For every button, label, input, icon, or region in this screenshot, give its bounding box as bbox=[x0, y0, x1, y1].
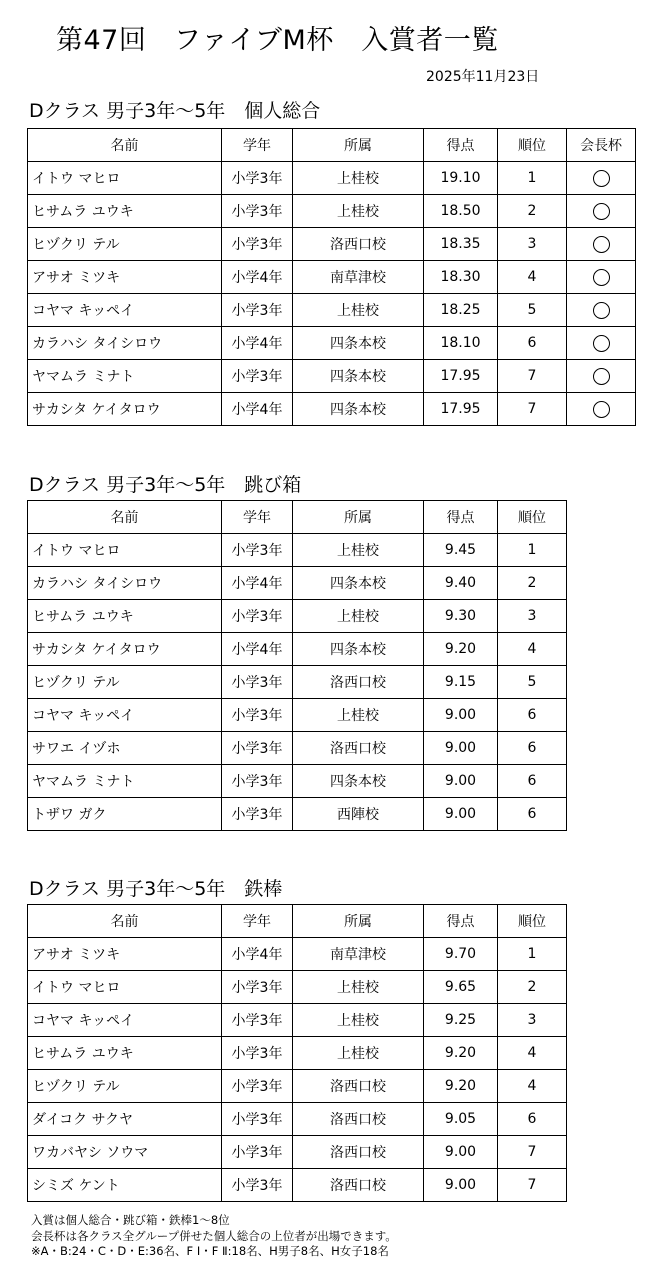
circle-mark-icon bbox=[593, 302, 610, 319]
table-row bbox=[28, 195, 636, 228]
rank-cell: 7 bbox=[498, 1136, 567, 1169]
grade-cell: 小学4年 bbox=[222, 633, 293, 666]
score-cell: 9.65 bbox=[424, 971, 498, 1004]
score-cell: 9.00 bbox=[424, 1169, 498, 1202]
school-cell: 上桂校 bbox=[293, 600, 424, 633]
rank-cell: 4 bbox=[498, 633, 567, 666]
score-cell: 9.00 bbox=[424, 1136, 498, 1169]
cup-cell bbox=[567, 360, 636, 393]
circle-mark-icon bbox=[593, 401, 610, 418]
grade-cell: 小学3年 bbox=[222, 699, 293, 732]
score-cell: 9.00 bbox=[424, 765, 498, 798]
table-row bbox=[28, 798, 567, 831]
name-cell: ヒヅクリ テル bbox=[28, 1070, 222, 1103]
table-row bbox=[28, 1037, 567, 1070]
table-row bbox=[28, 1004, 567, 1037]
name-cell: シミズ ケント bbox=[28, 1169, 222, 1202]
footnotes bbox=[31, 1213, 397, 1260]
name-cell: ワカバヤシ ソウマ bbox=[28, 1136, 222, 1169]
name-cell: ヒヅクリ テル bbox=[28, 228, 222, 261]
rank-cell: 6 bbox=[498, 327, 567, 360]
header-grade: 学年 bbox=[222, 501, 293, 534]
rank-cell: 6 bbox=[498, 765, 567, 798]
rank-cell: 3 bbox=[498, 228, 567, 261]
footnote-line: 入賞は個人総合・跳び箱・鉄棒1～8位 bbox=[31, 1213, 230, 1227]
rank-cell: 1 bbox=[498, 938, 567, 971]
score-cell: 9.70 bbox=[424, 938, 498, 971]
school-cell: 西陣校 bbox=[293, 798, 424, 831]
rank-cell: 5 bbox=[498, 294, 567, 327]
name-cell: コヤマ キッペイ bbox=[28, 294, 222, 327]
circle-mark-icon bbox=[593, 269, 610, 286]
grade-cell: 小学3年 bbox=[222, 1004, 293, 1037]
school-cell: 南草津校 bbox=[293, 261, 424, 294]
circle-mark-icon bbox=[593, 170, 610, 187]
name-cell: イトウ マヒロ bbox=[28, 971, 222, 1004]
table-row bbox=[28, 567, 567, 600]
score-cell: 9.05 bbox=[424, 1103, 498, 1136]
grade-cell: 小学3年 bbox=[222, 798, 293, 831]
table-row bbox=[28, 261, 636, 294]
rank-cell: 3 bbox=[498, 1004, 567, 1037]
grade-cell: 小学3年 bbox=[222, 360, 293, 393]
name-cell: アサオ ミツキ bbox=[28, 261, 222, 294]
grade-cell: 小学3年 bbox=[222, 666, 293, 699]
score-cell: 18.30 bbox=[424, 261, 498, 294]
grade-cell: 小学3年 bbox=[222, 534, 293, 567]
name-cell: ヒヅクリ テル bbox=[28, 666, 222, 699]
header-rank: 順位 bbox=[498, 129, 567, 162]
table-row bbox=[28, 699, 567, 732]
score-cell: 9.15 bbox=[424, 666, 498, 699]
score-cell: 9.00 bbox=[424, 732, 498, 765]
header-rank: 順位 bbox=[498, 501, 567, 534]
grade-cell: 小学3年 bbox=[222, 1169, 293, 1202]
grade-cell: 小学3年 bbox=[222, 162, 293, 195]
school-cell: 洛西口校 bbox=[293, 1169, 424, 1202]
header-cup: 会長杯 bbox=[567, 129, 636, 162]
name-cell: ヒサムラ ユウキ bbox=[28, 195, 222, 228]
school-cell: 上桂校 bbox=[293, 195, 424, 228]
grade-cell: 小学4年 bbox=[222, 567, 293, 600]
grade-cell: 小学4年 bbox=[222, 261, 293, 294]
header-score: 得点 bbox=[424, 905, 498, 938]
name-cell: イトウ マヒロ bbox=[28, 534, 222, 567]
rank-cell: 6 bbox=[498, 798, 567, 831]
section-title-vault: Dクラス 男子3年～5年 跳び箱 bbox=[29, 474, 302, 496]
score-cell: 9.40 bbox=[424, 567, 498, 600]
table-row bbox=[28, 1136, 567, 1169]
grade-cell: 小学3年 bbox=[222, 600, 293, 633]
school-cell: 洛西口校 bbox=[293, 666, 424, 699]
table-row bbox=[28, 666, 567, 699]
school-cell: 上桂校 bbox=[293, 971, 424, 1004]
cup-cell bbox=[567, 228, 636, 261]
header-rank: 順位 bbox=[498, 905, 567, 938]
table-header-row bbox=[28, 501, 567, 534]
score-cell: 18.10 bbox=[424, 327, 498, 360]
score-cell: 9.45 bbox=[424, 534, 498, 567]
school-cell: 洛西口校 bbox=[293, 228, 424, 261]
rank-cell: 1 bbox=[498, 162, 567, 195]
school-cell: 南草津校 bbox=[293, 938, 424, 971]
school-cell: 四条本校 bbox=[293, 567, 424, 600]
rank-cell: 4 bbox=[498, 1070, 567, 1103]
score-cell: 17.95 bbox=[424, 360, 498, 393]
grade-cell: 小学3年 bbox=[222, 195, 293, 228]
school-cell: 上桂校 bbox=[293, 699, 424, 732]
cup-cell bbox=[567, 162, 636, 195]
footnote-line: 会長杯は各クラス全グループ併せた個人総合の上位者が出場できます。 bbox=[31, 1228, 397, 1243]
cup-cell bbox=[567, 195, 636, 228]
table-row bbox=[28, 294, 636, 327]
score-cell: 18.35 bbox=[424, 228, 498, 261]
name-cell: ヤマムラ ミナト bbox=[28, 360, 222, 393]
school-cell: 洛西口校 bbox=[293, 1103, 424, 1136]
grade-cell: 小学3年 bbox=[222, 765, 293, 798]
name-cell: コヤマ キッペイ bbox=[28, 1004, 222, 1037]
table-row bbox=[28, 393, 636, 426]
cup-cell bbox=[567, 393, 636, 426]
table-row bbox=[28, 534, 567, 567]
grade-cell: 小学3年 bbox=[222, 1103, 293, 1136]
rank-cell: 6 bbox=[498, 1103, 567, 1136]
table-row bbox=[28, 1070, 567, 1103]
school-cell: 四条本校 bbox=[293, 633, 424, 666]
name-cell: ヤマムラ ミナト bbox=[28, 765, 222, 798]
rank-cell: 3 bbox=[498, 600, 567, 633]
school-cell: 四条本校 bbox=[293, 393, 424, 426]
table-row bbox=[28, 327, 636, 360]
header-grade: 学年 bbox=[222, 129, 293, 162]
cup-cell bbox=[567, 261, 636, 294]
table-row bbox=[28, 360, 636, 393]
rank-cell: 4 bbox=[498, 1037, 567, 1070]
name-cell: サカシタ ケイタロウ bbox=[28, 633, 222, 666]
header-score: 得点 bbox=[424, 501, 498, 534]
score-cell: 9.30 bbox=[424, 600, 498, 633]
grade-cell: 小学3年 bbox=[222, 1037, 293, 1070]
name-cell: アサオ ミツキ bbox=[28, 938, 222, 971]
header-school: 所属 bbox=[293, 905, 424, 938]
page-title: 第47回 ファイブM杯 入賞者一覧 bbox=[56, 25, 499, 56]
score-cell: 18.25 bbox=[424, 294, 498, 327]
name-cell: イトウ マヒロ bbox=[28, 162, 222, 195]
rank-cell: 1 bbox=[498, 534, 567, 567]
name-cell: カラハシ タイシロウ bbox=[28, 567, 222, 600]
table-row bbox=[28, 1103, 567, 1136]
table-header-row bbox=[28, 129, 636, 162]
score-cell: 17.95 bbox=[424, 393, 498, 426]
score-cell: 19.10 bbox=[424, 162, 498, 195]
rank-cell: 7 bbox=[498, 1169, 567, 1202]
table-row bbox=[28, 938, 567, 971]
rank-cell: 7 bbox=[498, 393, 567, 426]
school-cell: 上桂校 bbox=[293, 162, 424, 195]
rank-cell: 2 bbox=[498, 567, 567, 600]
table-row bbox=[28, 1169, 567, 1202]
rank-cell: 2 bbox=[498, 195, 567, 228]
table-row bbox=[28, 765, 567, 798]
score-cell: 9.25 bbox=[424, 1004, 498, 1037]
table-row bbox=[28, 971, 567, 1004]
header-grade: 学年 bbox=[222, 905, 293, 938]
school-cell: 上桂校 bbox=[293, 1004, 424, 1037]
table-row bbox=[28, 228, 636, 261]
section-title-horizontal-bar: Dクラス 男子3年～5年 鉄棒 bbox=[29, 878, 283, 900]
name-cell: コヤマ キッペイ bbox=[28, 699, 222, 732]
name-cell: ダイコク サクヤ bbox=[28, 1103, 222, 1136]
header-school: 所属 bbox=[293, 501, 424, 534]
header-school: 所属 bbox=[293, 129, 424, 162]
score-cell: 9.20 bbox=[424, 1070, 498, 1103]
name-cell: サワエ イヅホ bbox=[28, 732, 222, 765]
header-name: 名前 bbox=[28, 501, 222, 534]
score-cell: 9.00 bbox=[424, 699, 498, 732]
score-cell: 9.20 bbox=[424, 1037, 498, 1070]
rank-cell: 5 bbox=[498, 666, 567, 699]
score-cell: 9.00 bbox=[424, 798, 498, 831]
results-table-vault bbox=[27, 500, 567, 831]
score-cell: 9.20 bbox=[424, 633, 498, 666]
header-name: 名前 bbox=[28, 129, 222, 162]
grade-cell: 小学4年 bbox=[222, 327, 293, 360]
table-row bbox=[28, 732, 567, 765]
school-cell: 上桂校 bbox=[293, 1037, 424, 1070]
grade-cell: 小学4年 bbox=[222, 393, 293, 426]
rank-cell: 7 bbox=[498, 360, 567, 393]
school-cell: 上桂校 bbox=[293, 294, 424, 327]
school-cell: 四条本校 bbox=[293, 765, 424, 798]
name-cell: カラハシ タイシロウ bbox=[28, 327, 222, 360]
circle-mark-icon bbox=[593, 236, 610, 253]
grade-cell: 小学3年 bbox=[222, 732, 293, 765]
header-name: 名前 bbox=[28, 905, 222, 938]
rank-cell: 6 bbox=[498, 699, 567, 732]
school-cell: 四条本校 bbox=[293, 327, 424, 360]
rank-cell: 6 bbox=[498, 732, 567, 765]
table-row bbox=[28, 162, 636, 195]
name-cell: サカシタ ケイタロウ bbox=[28, 393, 222, 426]
name-cell: トザワ ガク bbox=[28, 798, 222, 831]
table-header-row bbox=[28, 905, 567, 938]
rank-cell: 2 bbox=[498, 971, 567, 1004]
section-title-all-around: Dクラス 男子3年～5年 個人総合 bbox=[29, 100, 321, 122]
results-table-horizontal-bar bbox=[27, 904, 567, 1202]
table-row bbox=[28, 600, 567, 633]
circle-mark-icon bbox=[593, 203, 610, 220]
results-table-all-around bbox=[27, 128, 636, 426]
grade-cell: 小学3年 bbox=[222, 1070, 293, 1103]
name-cell: ヒサムラ ユウキ bbox=[28, 600, 222, 633]
school-cell: 上桂校 bbox=[293, 534, 424, 567]
grade-cell: 小学3年 bbox=[222, 228, 293, 261]
score-cell: 18.50 bbox=[424, 195, 498, 228]
event-date: 2025年11月23日 bbox=[426, 69, 540, 85]
grade-cell: 小学4年 bbox=[222, 938, 293, 971]
cup-cell bbox=[567, 327, 636, 360]
circle-mark-icon bbox=[593, 368, 610, 385]
school-cell: 洛西口校 bbox=[293, 1136, 424, 1169]
rank-cell: 4 bbox=[498, 261, 567, 294]
footnote-line: ※A・B:24・C・D・E:36名、F Ⅰ・F Ⅱ:18名、H男子8名、H女子18名 bbox=[31, 1244, 389, 1258]
name-cell: ヒサムラ ユウキ bbox=[28, 1037, 222, 1070]
grade-cell: 小学3年 bbox=[222, 294, 293, 327]
grade-cell: 小学3年 bbox=[222, 971, 293, 1004]
cup-cell bbox=[567, 294, 636, 327]
header-score: 得点 bbox=[424, 129, 498, 162]
school-cell: 洛西口校 bbox=[293, 1070, 424, 1103]
table-row bbox=[28, 633, 567, 666]
school-cell: 洛西口校 bbox=[293, 732, 424, 765]
school-cell: 四条本校 bbox=[293, 360, 424, 393]
grade-cell: 小学3年 bbox=[222, 1136, 293, 1169]
circle-mark-icon bbox=[593, 335, 610, 352]
